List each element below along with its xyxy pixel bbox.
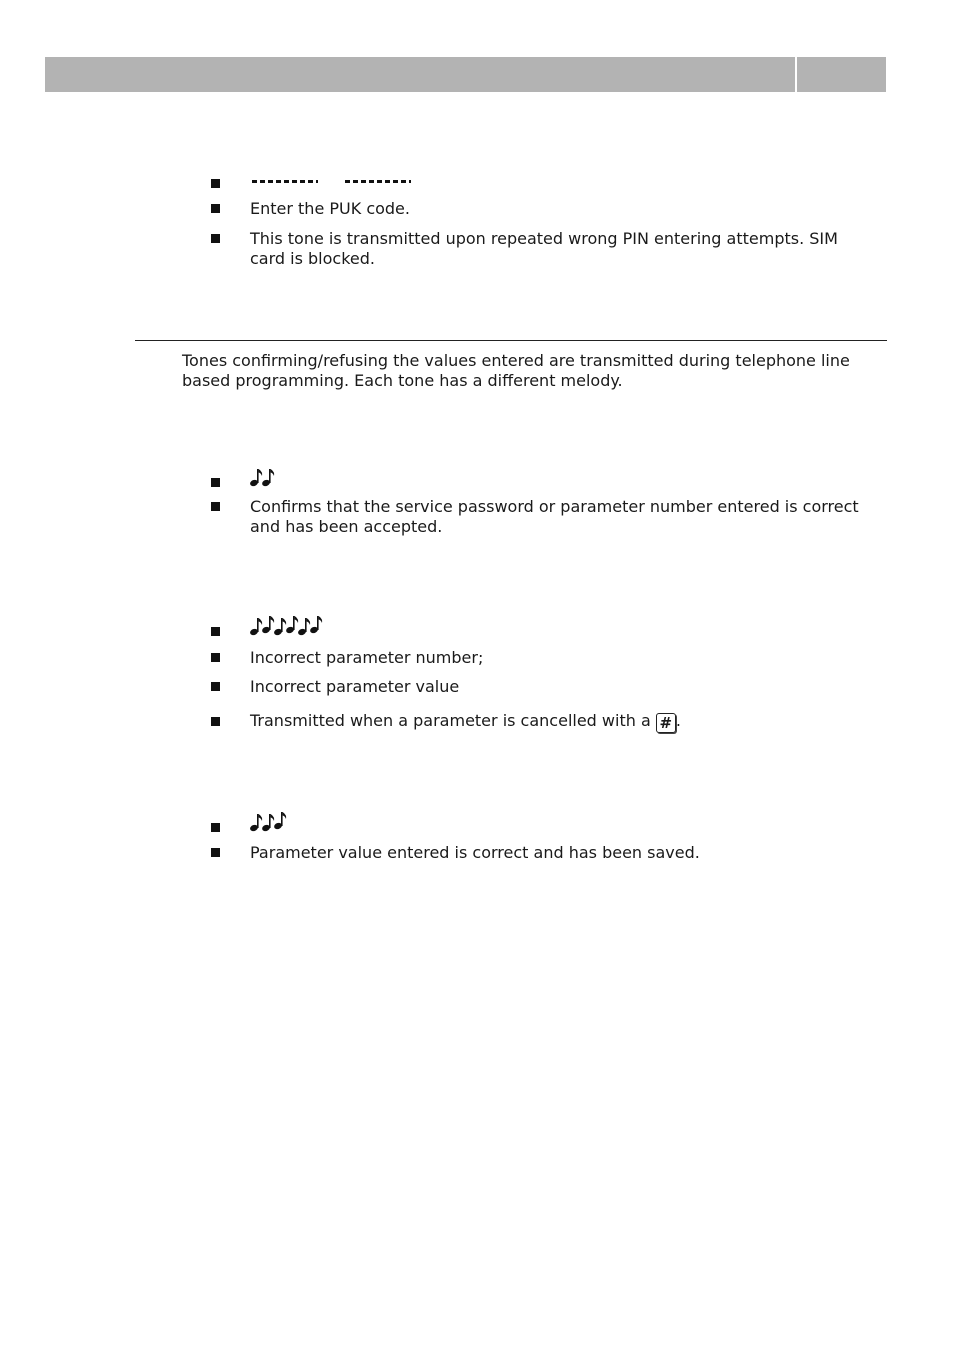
list-item: Parameter value entered is correct and has been saved.: [250, 843, 700, 862]
list-item: Confirms that the service password or parameter number entered is correct and has been accepted.: [250, 497, 859, 536]
two-notes-icon: [250, 466, 280, 496]
bullet: [211, 179, 220, 188]
list-item: [250, 711, 870, 733]
bullet: [211, 823, 220, 832]
long-tone-dashes-icon: [345, 180, 411, 183]
bullet: [211, 478, 220, 487]
bullet: [211, 682, 220, 691]
bullet: [211, 234, 220, 243]
section-divider: [135, 340, 887, 341]
long-tone-dashes-icon: [252, 180, 318, 183]
intro-paragraph: Tones confirming/refusing the values entered are transmitted during telephone line based programming. Each tone has a different melody.: [182, 351, 850, 390]
header-bar: [45, 57, 795, 92]
cancel-end: .: [675, 711, 681, 730]
bullet: [211, 204, 220, 213]
list-item: Incorrect parameter number;: [250, 648, 484, 667]
three-notes-icon: [250, 809, 294, 839]
header-page-tab: [797, 57, 886, 92]
bullet: [211, 653, 220, 662]
bullet: [211, 848, 220, 857]
bullet: [211, 502, 220, 511]
bullet: [211, 627, 220, 636]
hash-key-icon: #: [656, 713, 676, 733]
six-notes-icon: [250, 613, 326, 643]
list-item: Incorrect parameter value: [250, 677, 460, 696]
cancel-text: Transmitted when a parameter is cancelled with a: [250, 711, 651, 730]
list-item: This tone is transmitted upon repeated wrong PIN entering attempts. SIM card is blocked.: [250, 229, 838, 268]
bullet: [211, 717, 220, 726]
list-item: Enter the PUK code.: [250, 199, 410, 218]
